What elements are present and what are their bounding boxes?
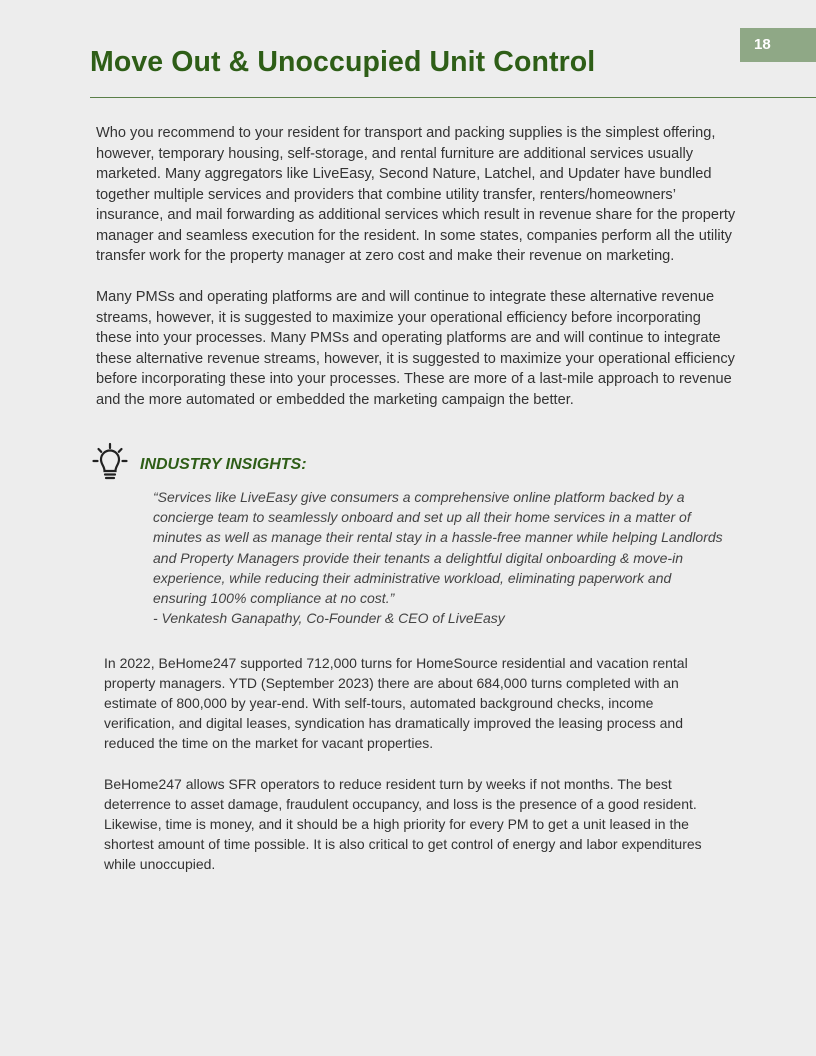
lightbulb-icon: [92, 442, 128, 482]
page-number: 18: [740, 28, 816, 62]
page-title: Move Out & Unoccupied Unit Control: [90, 46, 596, 78]
details-section: [104, 653, 714, 894]
quote-attribution: - Venkatesh Ganapathy, Co-Founder & CEO of LiveEasy: [153, 610, 505, 627]
details-paragraph-1: In 2022, BeHome247 supported 712,000 turns for HomeSource residential and vacation rental property managers. YTD (September 2023) there are about 684,000 turns completed with an estimate of 800,000 by year-end. With self-tours, automated background checks, income verification, and digital leases, syndication has dramatically improved the leasing process and reduced the time on the market for vacant properties.: [104, 655, 688, 752]
details-paragraph-2: BeHome247 allows SFR operators to reduce resident turn by weeks if not months. The best deterrence to asset damage, fraudulent occupancy, and loss is the presence of a good resident. Likewise, time is money, and it should be a high priority for every PM to get a unit leased in the shortest amount of time possible. It is also critical to get control of energy and labor expenditures while unoccupied.: [104, 775, 702, 872]
insights-heading: INDUSTRY INSIGHTS:: [140, 456, 307, 473]
insights-quote: [153, 487, 728, 628]
intro-section: [96, 123, 736, 431]
intro-paragraph-2: Many PMSs and operating platforms are and will continue to integrate these alternative revenue streams, however, it is suggested to maximize your operational efficiency before incorporating these into your processes. Many PMSs and operating platforms are and will continue to integrate these alternative revenue streams, however, it is suggested to maximize your operational efficiency before incorporating these into your processes. These are more of a last-mile approach to revenue and the more automated or embedded the marketing campaign the better.: [96, 289, 735, 408]
intro-paragraph-1: Who you recommend to your resident for transport and packing supplies is the simplest offering, however, temporary housing, self-storage, and rental furniture are additional services usually marketed. Many aggregators like LiveEasy, Second Nature, Latchel, and Updater have bundled together multiple services and providers that combine utility transfer, renters/homeowners’ insurance, and mail forwarding as additional services which result in revenue share for the property manager and seamless execution for the resident. In some states, companies perform all the utility transfer work for the property manager at zero cost and make their revenue on marketing.: [96, 125, 736, 264]
title-divider: [90, 97, 816, 98]
quote-text: “Services like LiveEasy give consumers a comprehensive online platform backed by a concierge team to seamlessly onboard and set up all their home services in a matter of minutes as well as manage their rental stay in a hassle-free manner while helping Landlords and Property Managers provide their tenants a delightful digital onboarding & move-in experience, while reducing their administrative workload, eliminating paperwork and ensuring 100% compliance at no cost.”: [153, 489, 723, 607]
